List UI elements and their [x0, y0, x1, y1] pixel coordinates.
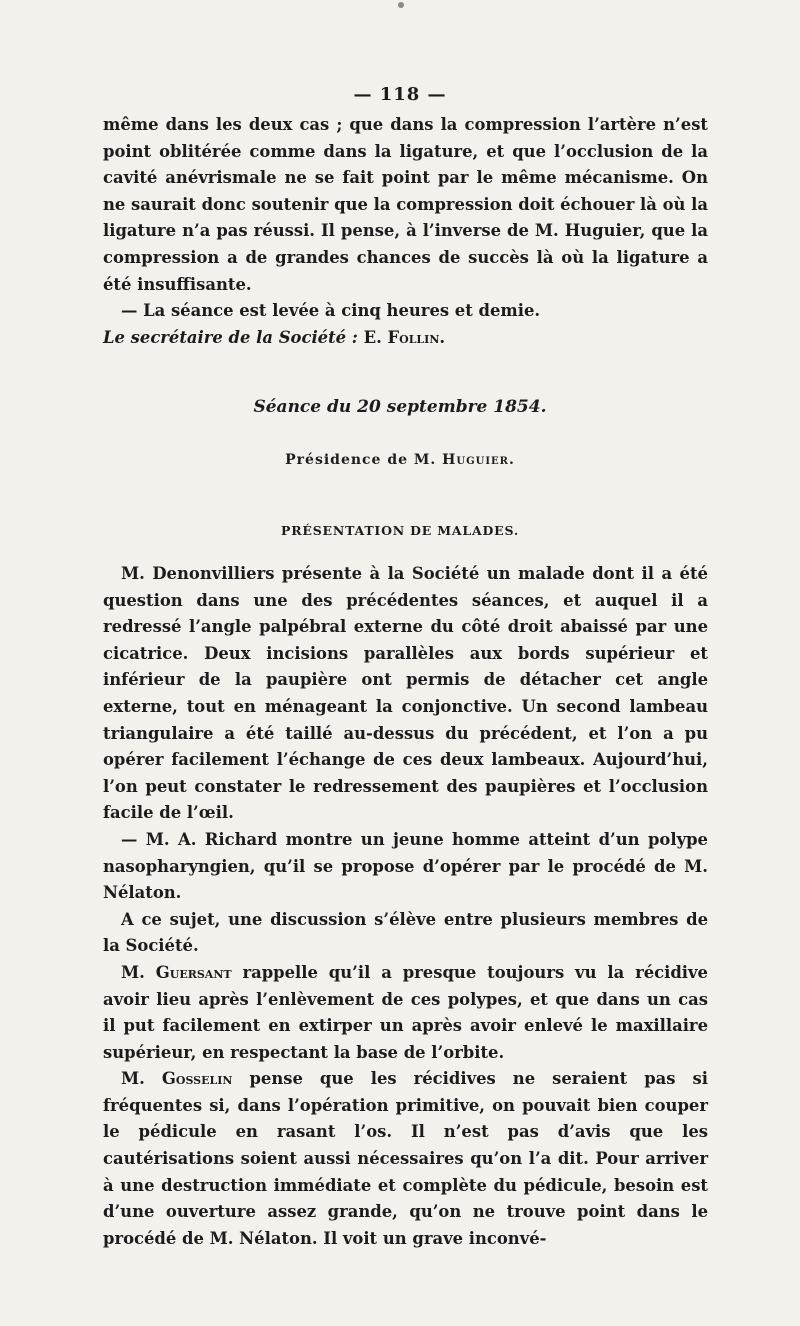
paragraph-guersant: [103, 960, 708, 1066]
presidency-prefix: Présidence de M.: [285, 452, 437, 468]
paragraph-gosselin: [103, 1066, 708, 1252]
continued-paragraph: même dans les deux cas ; que dans la compression l’artère n’est point oblitérée comme dans la ligature, et que l’occlusion de la cavité anévrismale ne se fait point par le même mécanisme. On ne saurait donc soutenir que la compression doit échouer là où la ligature n’a pas réussi. Il pense, à l’inverse de M. Huguier, que la compression a de grandes chances de succès là où la ligature a été insuffisante.: [103, 115, 709, 294]
paragraph-text: Denonvilliers présente à la Société un malade dont il a été question dans une des précédentes séances, et auquel il a redressé l’angle palpébral externe du côté droit abaissé par une cicatrice. Deux incisions parallèles aux bords supérieur et inférieur de la paupière ont permis de détacher cet angle externe, tout en ménageant la conjonctive. Un second lambeau triangulaire a été taillé au-dessus du précédent, et l’on a pu opérer facilement l’échange de ces deux lambeaux. Aujourd’hui, l’on peut constater le redressement des paupières et l’occlusion facile de l’œil.: [103, 564, 708, 823]
paragraph-text: A. Richard montre un jeune homme atteint d’un polype nasopharyngien, qu’il se propose d’opérer par le procédé de M. Nélaton.: [103, 829, 708, 903]
speaker-prefix: M.: [121, 1069, 145, 1089]
speaker-name: Guersant: [155, 962, 232, 982]
main-text-block: [103, 561, 708, 1252]
page-number: — 118 —: [353, 84, 447, 105]
speaker-name: Gosselin: [161, 1069, 233, 1089]
speaker-prefix: — M.: [121, 829, 170, 849]
secretary-name: E. Follin.: [363, 327, 446, 347]
paragraph-richard: [103, 827, 708, 907]
speaker-prefix: M.: [121, 564, 145, 583]
presidency-line: [0, 452, 800, 468]
secretary-role: Le secrétaire de la Société :: [103, 327, 358, 347]
paragraph-discussion: [103, 907, 708, 960]
speaker-prefix: M.: [121, 962, 145, 982]
paragraph-text: rappelle qu’il a presque toujours vu la récidive avoir lieu après l’enlèvement de ces polypes, et que dans un cas il put facilement en extirper un après avoir enlevé le maxillaire supérieur, en respectant la base de l’orbite.: [103, 962, 708, 1062]
president-name: Huguier.: [442, 452, 515, 468]
top-text-block: [103, 112, 708, 351]
paragraph-denonvilliers: [103, 561, 708, 827]
secretary-signature: [103, 325, 708, 352]
session-closing-line: — La séance est levée à cinq heures et demie.: [121, 301, 541, 321]
section-heading: PRÉSENTATION DE MALADES.: [281, 523, 519, 538]
paragraph-text: pense que les récidives ne seraient pas si fréquentes si, dans l’opération primitive, on pouvait bien couper le pédicule en rasant l’os. Il n’est pas d’avis que les cautérisations soient aussi nécessaires qu’on l’a dit. Pour arriver à une destruction immédiate et complète du pédicule, besoin est d’une ouverture assez grande, qu’on ne trouve point dans le procédé de M. Nélaton. Il voit un grave inconvé-: [103, 1069, 708, 1248]
ink-speck: [398, 2, 404, 8]
paragraph-text: A ce sujet, une discussion s’élève entre plusieurs membres de la Société.: [103, 909, 708, 956]
session-title: Séance du 20 septembre 1854.: [253, 397, 547, 417]
